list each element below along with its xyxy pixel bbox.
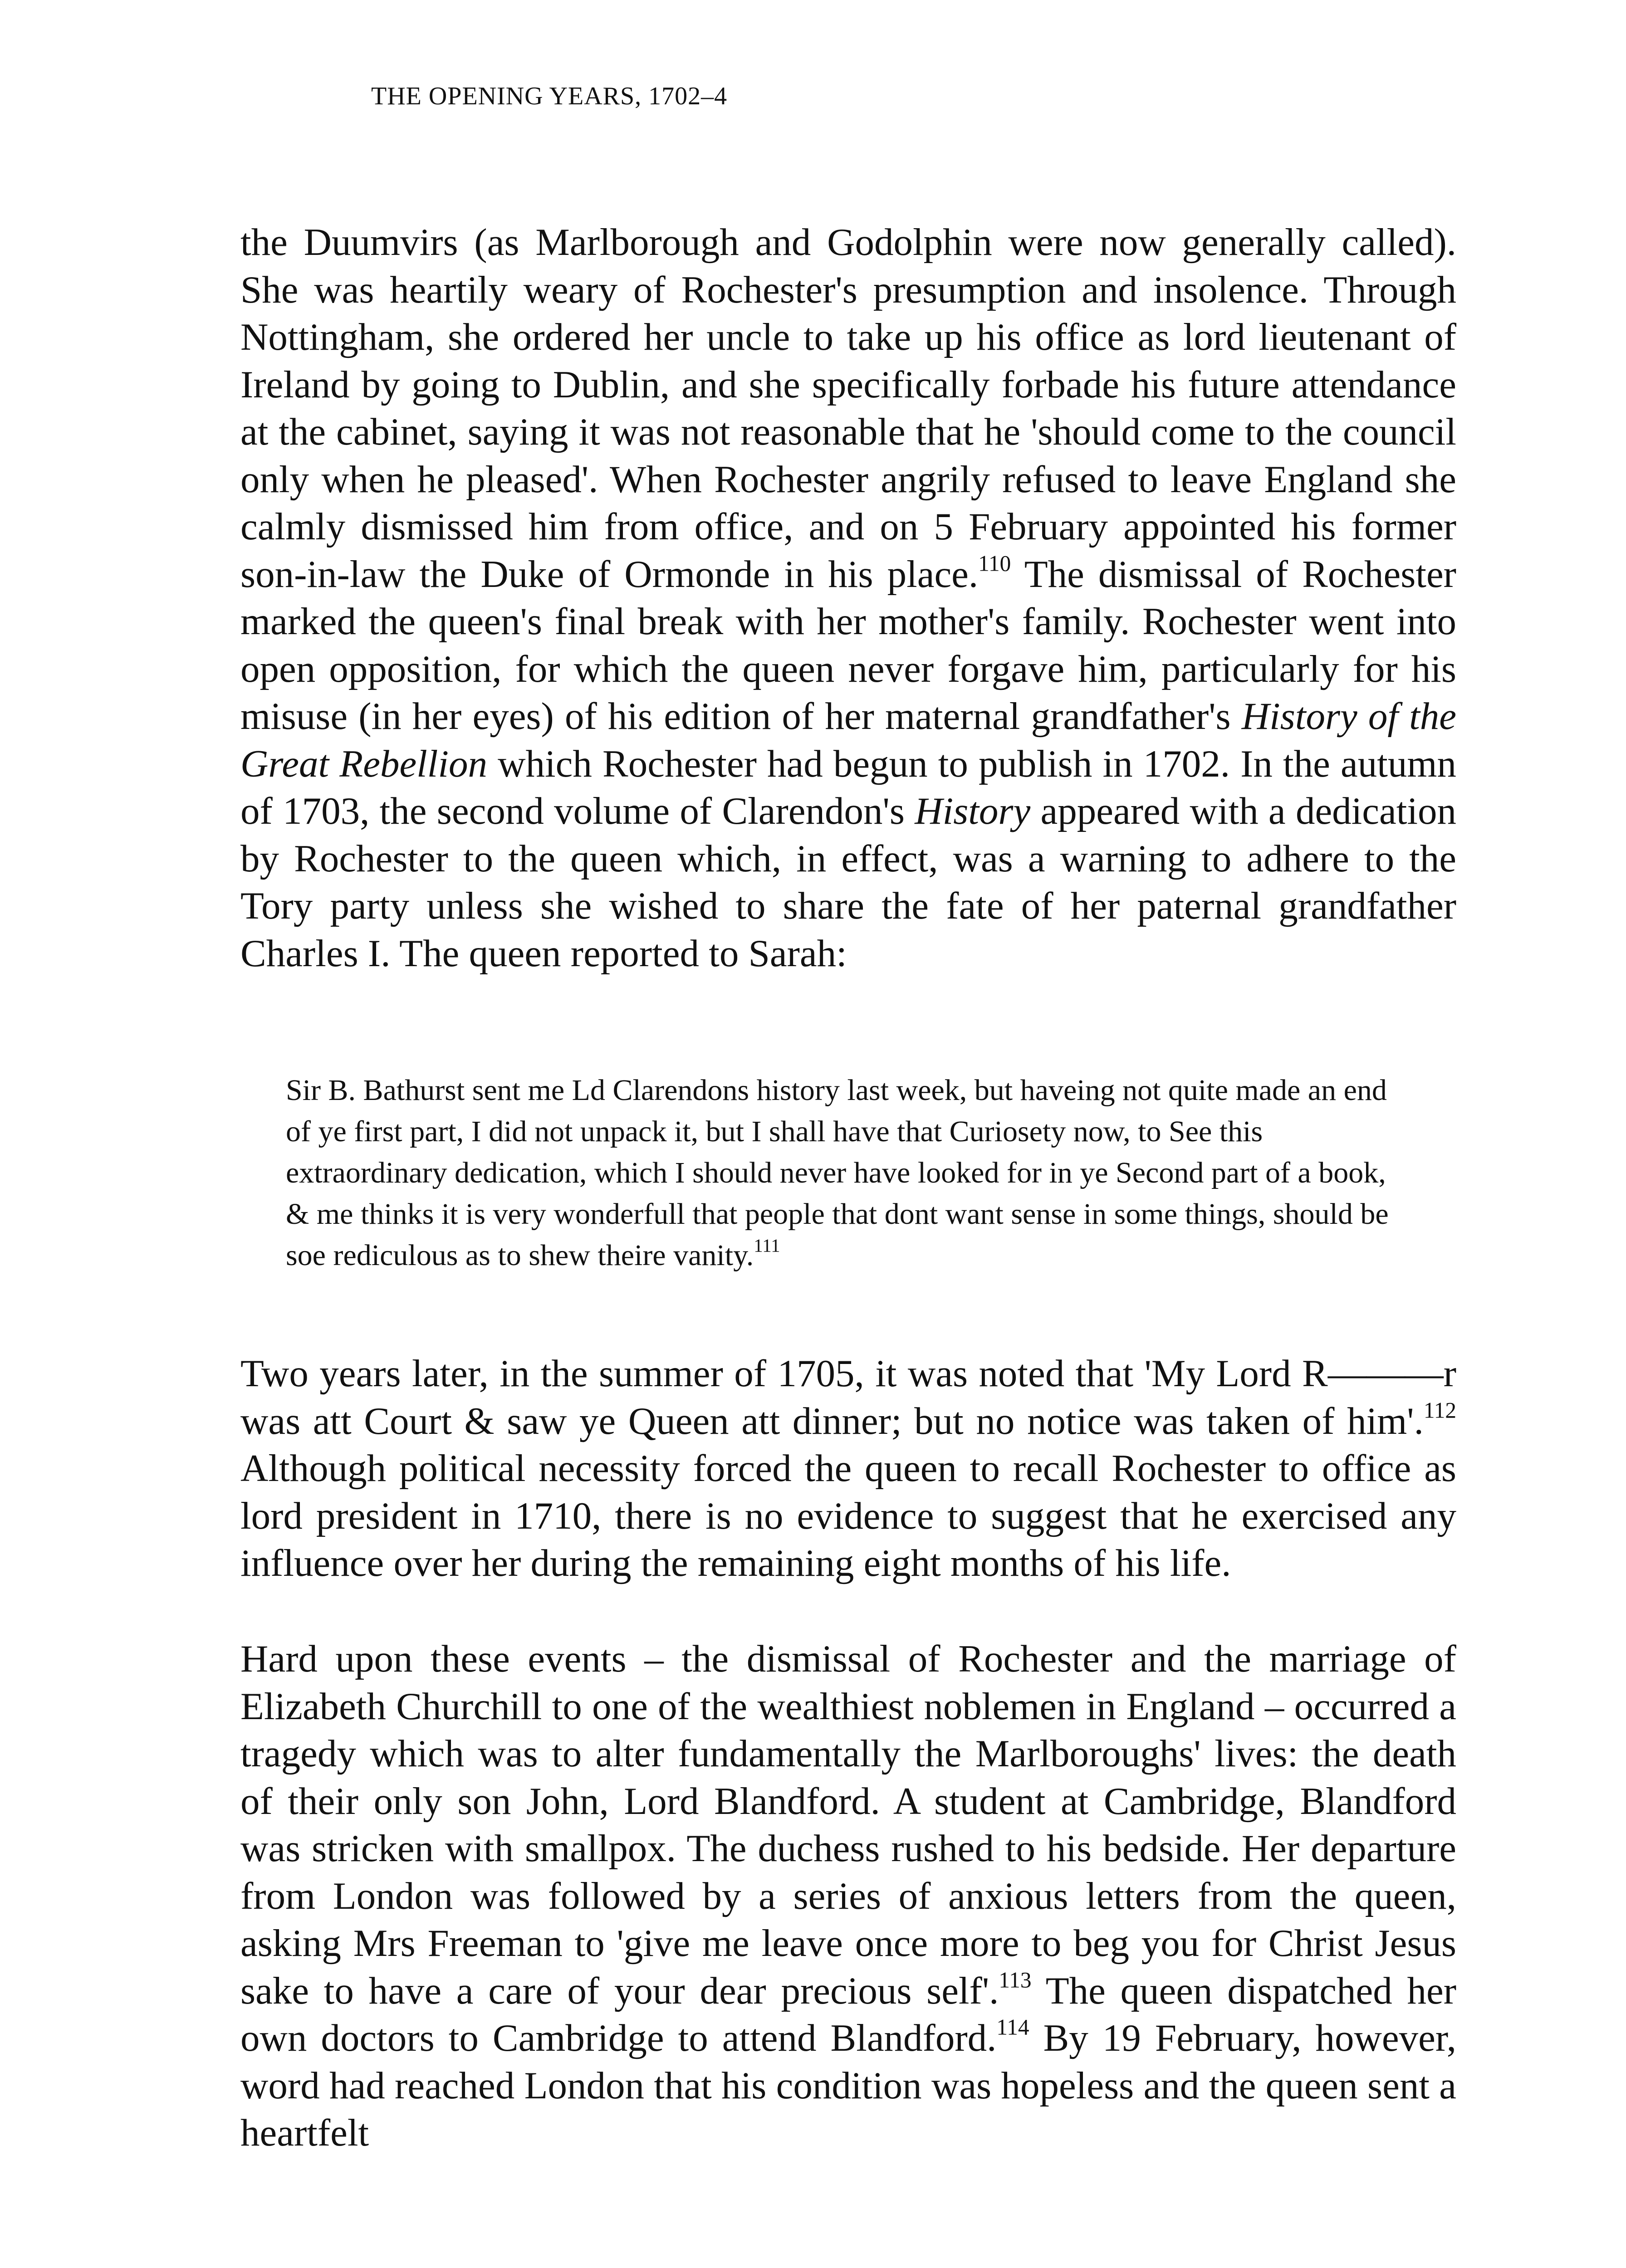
text-span: The queen dispatched her own doctors to Cambridge to attend Blandford.	[240, 1969, 1456, 2059]
text-span: Hard upon these events – the dismissal of Rochester and the marriage of Elizabeth Churchill to one of the wealthiest noblemen in England – occurred a tragedy which was to alter fundamentally the Marlboroughs' lives: the death of their only son John, Lord Blandford. A student at Cambridge, Blandford was stricken with smallpox. The duchess rushed to his bedside. Her departure from London was followed by a series of anxious letters from the queen, asking Mrs Freeman to 'give me leave once more to beg you for Christ Jesus sake to have a care of your dear precious self'.	[240, 1637, 1456, 2012]
text-span: Two years later, in the summer of 1705, it was noted that 'My Lord R———r was att Court & saw ye Queen att dinner; but no notice was taken of him'.	[240, 1352, 1456, 1442]
footnote-ref: 110	[978, 551, 1011, 576]
text-span: By 19 February, however, word had reached London that his condition was hopeless and the queen sent a heartfelt	[240, 2017, 1456, 2154]
footnote-ref: 111	[754, 1235, 780, 1256]
book-title-italic: History	[915, 790, 1031, 832]
running-head: THE OPENING YEARS, 1702–4	[371, 82, 728, 110]
text-span: appeared with a dedication by Rochester to the queen which, in effect, was a warning to adhere to the Tory party unless she wished to share the fate of her paternal grandfather Charles I. The queen reported to Sarah:	[240, 790, 1456, 975]
text-span: the Duumvirs (as Marlborough and Godolphin were now generally called). She was heartily weary of Rochester's presumption and insolence. Through Nottingham, she ordered her uncle to take up his office as lord lieutenant of Ireland by going to Dublin, and she specifically forbade his future attendance at the cabinet, saying it was not reasonable that he 'should come to the council only when he pleased'. When Rochester angrily refused to leave England she calmly dismissed him from office, and on 5 February appointed his former son-in-law the Duke of Ormonde in his place.	[240, 221, 1456, 596]
paragraph-two-years-later	[240, 1350, 1456, 1587]
text-span: Although political necessity forced the queen to recall Rochester to office as lord president in 1710, there is no evidence to suggest that he exercised any influence over her during the remaining eight months of his life.	[240, 1447, 1456, 1584]
paragraph-rochester-dismissal	[240, 219, 1456, 977]
text-span: The dismissal of Rochester marked the queen's final break with her mother's family. Rochester went into open opposition, for which the queen never forgave him, particularly for his misuse (in her eyes) of his edition of her maternal grandfather's	[240, 552, 1456, 738]
block-quote-queen-letter	[286, 1070, 1393, 1276]
quote-text: Sir B. Bathurst sent me Ld Clarendons history last week, but haveing not quite made an end of ye first part, I did not unpack it, but I shall have that Curiosety now, to See this extraordinary dedication, which I should never have looked for in ye Second part of a book, & me thinks it is very wonderfull that people that dont want sense in some things, should be soe rediculous as to shew theire vanity.	[286, 1074, 1389, 1272]
footnote-ref: 112	[1423, 1398, 1456, 1423]
footnote-ref: 113	[999, 1967, 1032, 1993]
text-span: which Rochester had begun to publish in 1702. In the autumn of 1703, the second volume of Clarendon's	[240, 742, 1456, 832]
footnote-ref: 114	[996, 2014, 1029, 2040]
book-title-italic: History of the Great Rebellion	[240, 695, 1456, 785]
paragraph-blandford-death	[240, 1635, 1456, 2157]
